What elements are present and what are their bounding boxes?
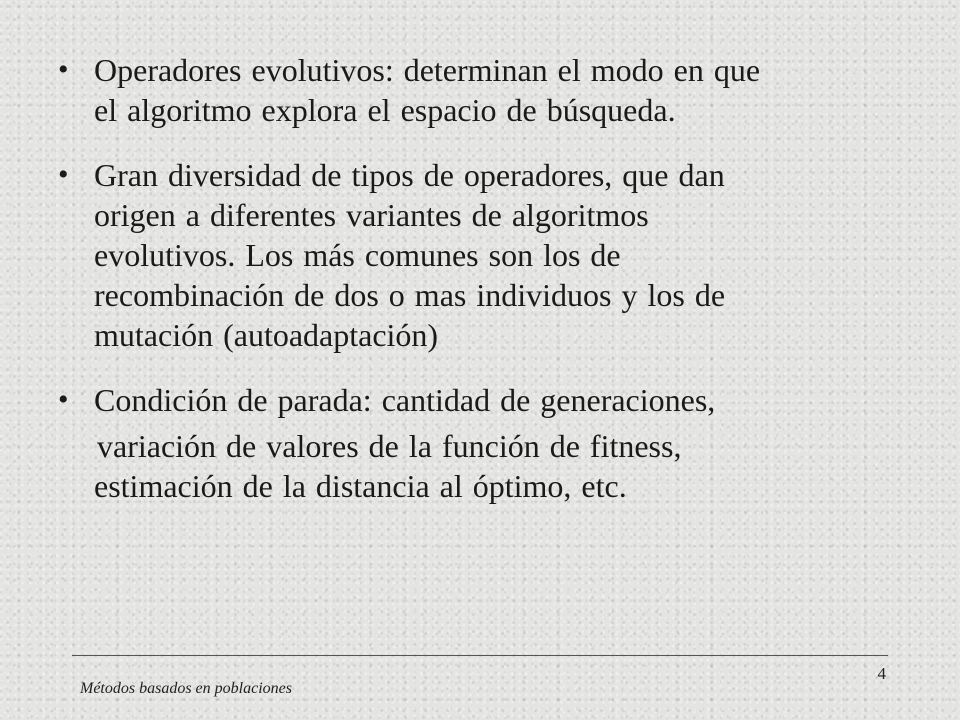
bullet-dot-icon: •: [58, 158, 69, 191]
page-number: 4: [877, 664, 886, 683]
bullet-item-diversidad: [58, 155, 908, 355]
bullet-dot-icon: •: [58, 383, 69, 416]
bullet-line: el algoritmo explora el espacio de búsqueda.: [94, 92, 676, 128]
bullet-line: evolutivos. Los más comunes son los de: [94, 237, 621, 273]
bullet-line: mutación (autoadaptación): [94, 317, 439, 353]
bullet-line: Condición de parada: cantidad de generaciones,: [94, 382, 716, 418]
bullet-line: variación de valores de la función de fitness,: [97, 428, 682, 464]
bullet-item-condicion: [58, 380, 908, 506]
footer-divider: [72, 655, 888, 656]
bullet-list: [58, 50, 908, 531]
bullet-item-operadores: [58, 50, 908, 130]
bullet-line: Gran diversidad de tipos de operadores, que dan: [94, 157, 725, 193]
bullet-line: estimación de la distancia al óptimo, etc.: [94, 468, 627, 504]
footer-title: Métodos basados en poblaciones: [80, 680, 292, 697]
bullet-line: Operadores evolutivos: determinan el modo en que: [94, 52, 761, 88]
bullet-line: recombinación de dos o mas individuos y los de: [94, 277, 726, 313]
bullet-dot-icon: •: [58, 53, 69, 86]
bullet-line: origen a diferentes variantes de algoritmos: [94, 197, 649, 233]
